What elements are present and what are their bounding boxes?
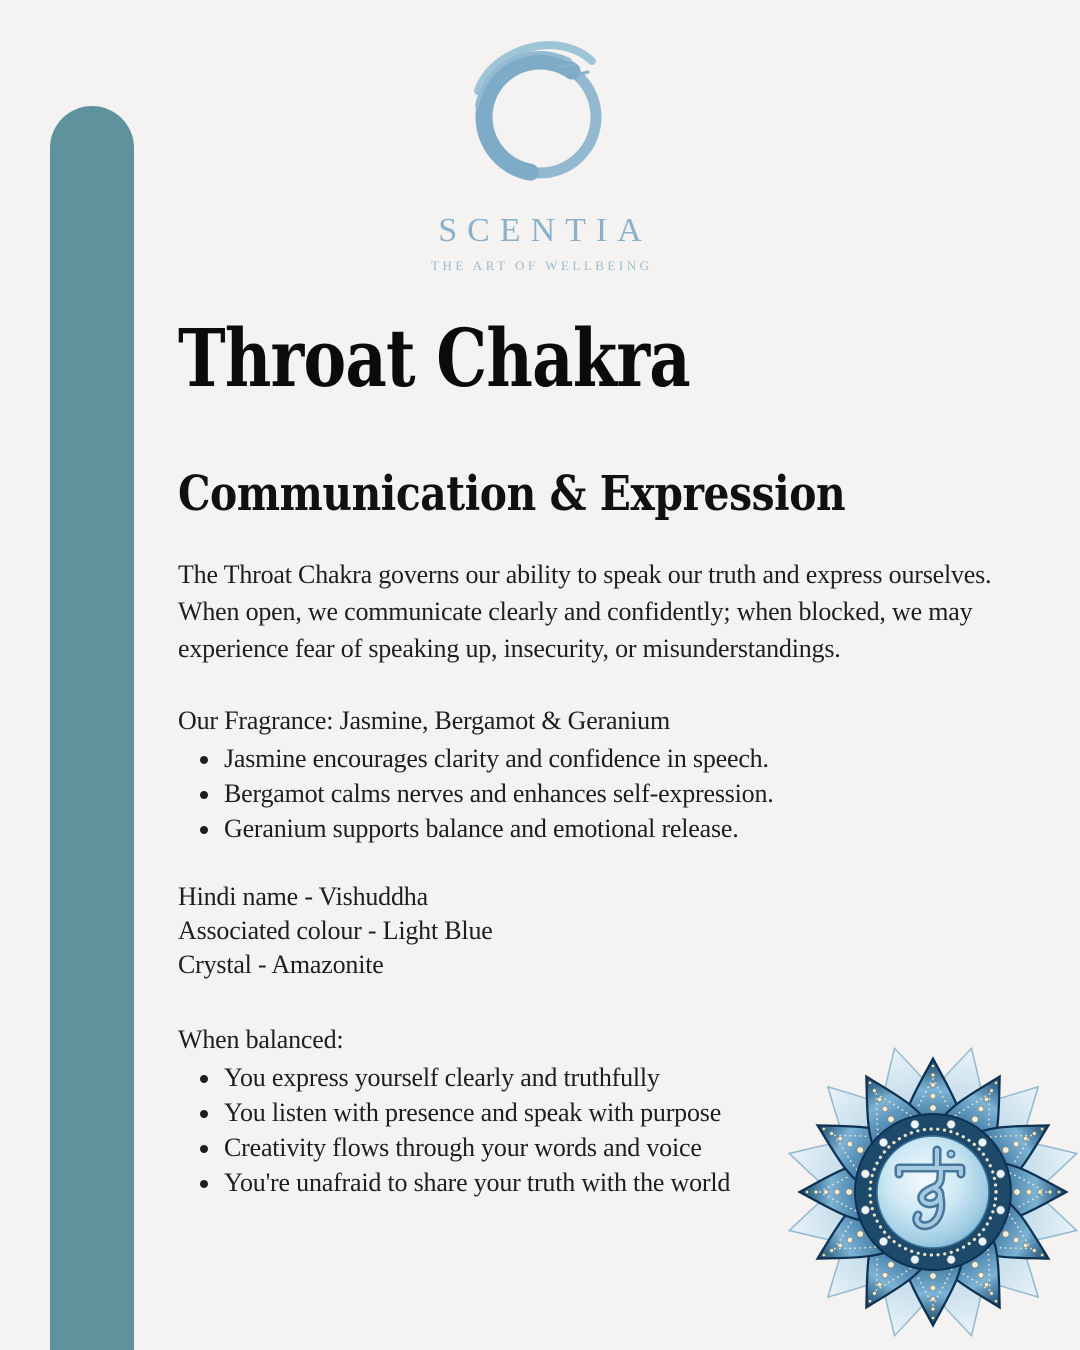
fragrance-item: • Geranium supports balance and emotional release. <box>222 811 1018 846</box>
fragrance-item: • Jasmine encourages clarity and confidence in speech. <box>222 741 1018 776</box>
intro-paragraph: The Throat Chakra governs our ability to speak our truth and express ourselves. When open, we communicate clearly and confidently; when blocked, we may experience fear of speaking up, insecurity, or misunderstandings. <box>178 560 992 663</box>
brand-logo <box>0 28 1080 274</box>
main-text-column <box>178 556 1018 1200</box>
detail-line-crystal: Crystal - Amazonite <box>178 950 384 979</box>
detail-line-colour: Associated colour - Light Blue <box>178 916 493 945</box>
balanced-item: • You listen with presence and speak with purpose <box>222 1095 1018 1130</box>
fragrance-section <box>178 703 1018 846</box>
balanced-item: • You're unafraid to share your truth with the world <box>222 1165 1018 1200</box>
brand-tagline: THE ART OF WELLBEING <box>431 258 653 273</box>
balanced-item: • Creativity flows through your words and voice <box>222 1130 1018 1165</box>
fragrance-list <box>178 741 1018 846</box>
page-subtitle: Communication & Expression <box>178 466 846 522</box>
balanced-heading: When balanced: <box>178 1025 344 1054</box>
page-title: Throat Chakra <box>178 311 690 405</box>
enso-brush-icon <box>451 28 629 206</box>
fragrance-item: • Bergamot calms nerves and enhances self-expression. <box>222 776 1018 811</box>
detail-line-hindi-name: Hindi name - Vishuddha <box>178 882 428 911</box>
brand-name: SCENTIA <box>438 212 652 249</box>
details-section <box>178 880 1018 982</box>
balanced-item: • You express yourself clearly and truthfully <box>222 1060 1018 1095</box>
balanced-section <box>178 1022 1018 1200</box>
balanced-list <box>178 1060 1018 1200</box>
side-accent-bar <box>50 106 134 1350</box>
fragrance-heading: Our Fragrance: Jasmine, Bergamot & Geranium <box>178 706 671 735</box>
